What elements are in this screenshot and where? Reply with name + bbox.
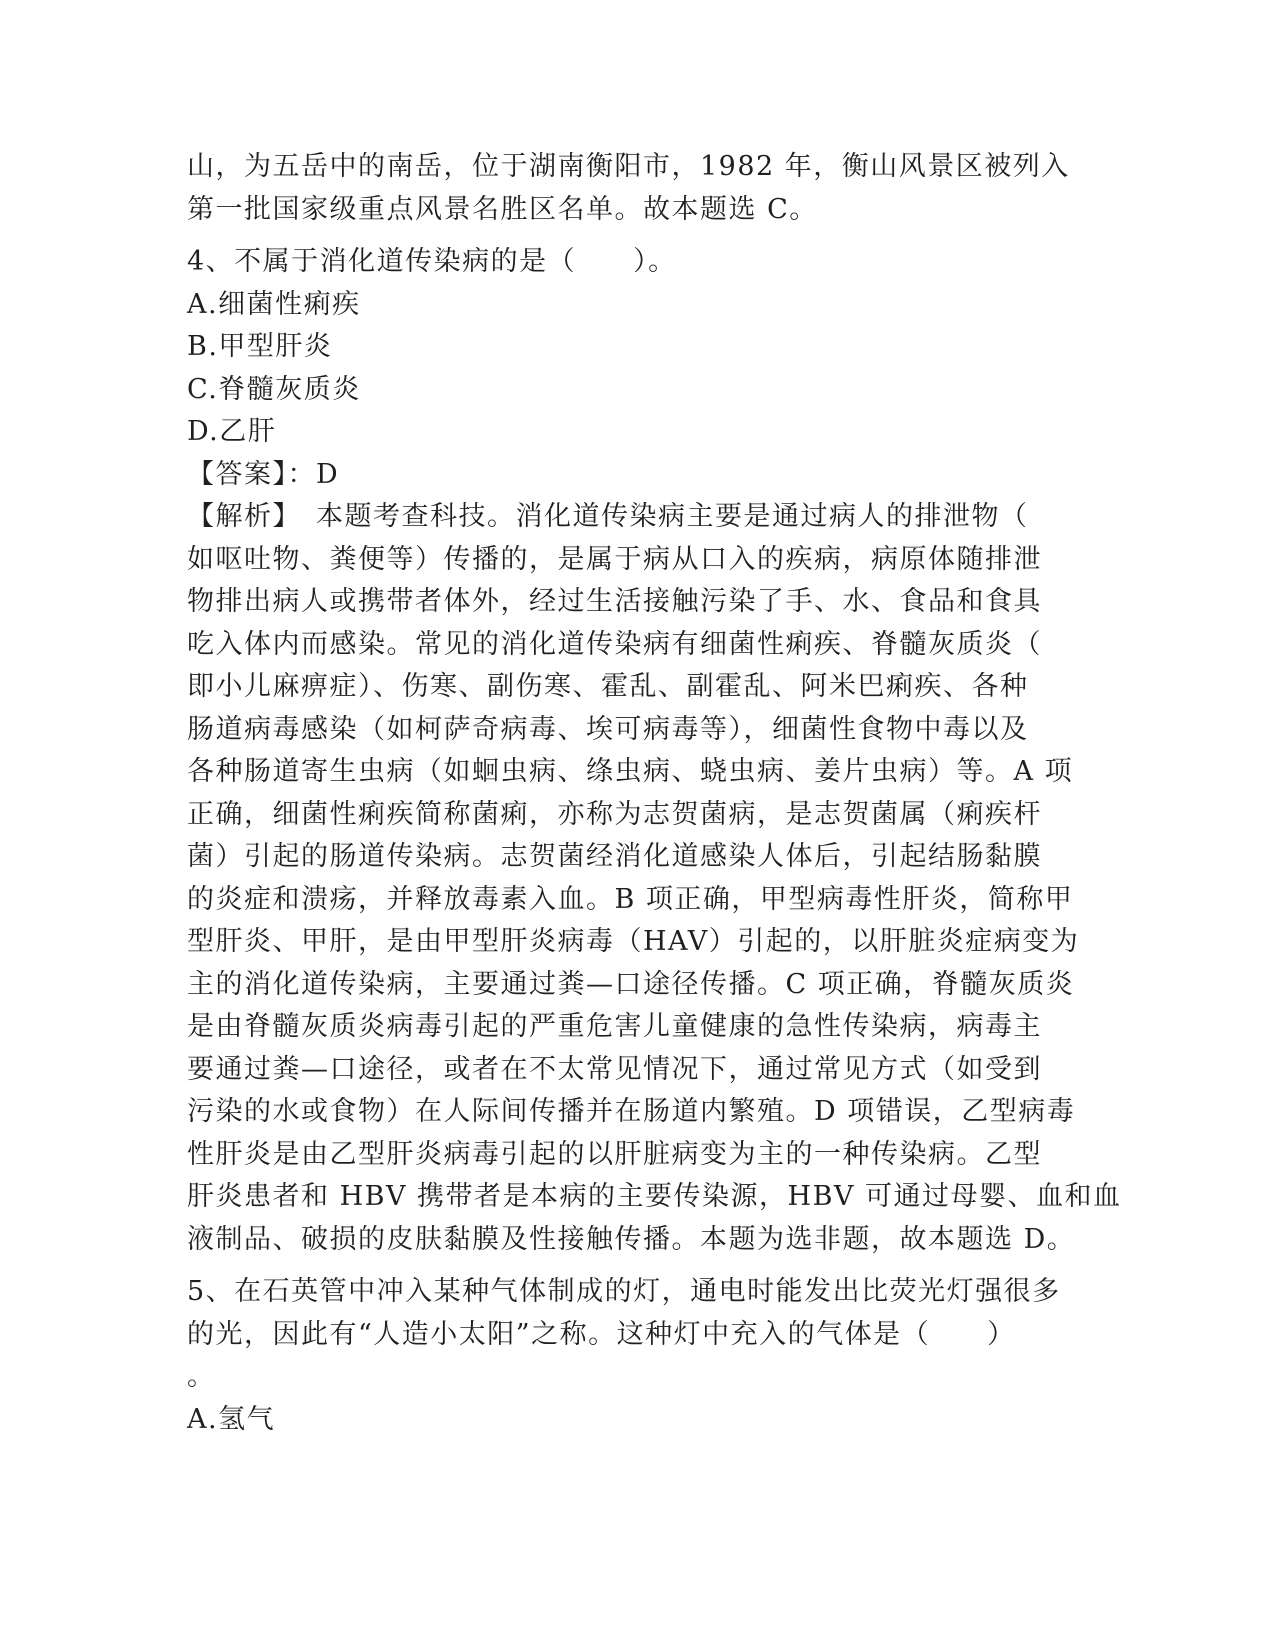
- document-content: [187, 146, 1122, 1441]
- question-title: 5、在石英管中冲入某种气体制成的灯，通电时能发出比荧光灯强很多: [187, 1276, 1061, 1307]
- answer-line: 【答案】：D: [187, 458, 340, 490]
- question-title: 的光，因此有“人造小太阳”之称。这种灯中充入的气体是（ ）: [187, 1318, 1016, 1350]
- explanation-line: 各种肠道寄生虫病（如蛔虫病、绦虫病、蛲虫病、姜片虫病）等。A 项: [187, 756, 1074, 787]
- explanation-line: 如呕吐物、粪便等）传播的，是属于病从口入的疾病，病原体随排泄: [187, 543, 1042, 575]
- question-title: 4、不属于消化道传染病的是（ ）。: [187, 246, 677, 277]
- explanation-line: 【解析】 本题考查科技。消化道传染病主要是通过病人的排泄物（: [187, 501, 1029, 532]
- explanation-line: 菌）引起的肠道传染病。志贺菌经消化道感染人体后，引起结肠黏膜: [187, 841, 1042, 872]
- explanation-line: 肝炎患者和 HBV 携带者是本病的主要传染源，HBV 可通过母婴、血和血: [187, 1181, 1122, 1212]
- explanation-line: 是由脊髓灰质炎病毒引起的严重危害儿童健康的急性传染病，病毒主: [187, 1011, 1042, 1042]
- paragraph-gap: [187, 1261, 1077, 1271]
- option-a: A.细菌性痢疾: [187, 288, 361, 320]
- explanation-line: 污染的水或食物）在人际间传播并在肠道内繁殖。D 项错误，乙型病毒: [187, 1096, 1076, 1127]
- option-c: C.脊髓灰质炎: [187, 373, 361, 405]
- explanation-line: 物排出病人或携带者体外，经过生活接触污染了手、水、食品和食具: [187, 586, 1042, 617]
- text-line: 山，为五岳中的南岳，位于湖南衡阳市，1982 年，衡山风景区被列入: [187, 151, 1070, 182]
- explanation-line: 型肝炎、甲肝，是由甲型肝炎病毒（HAV）引起的，以肝脏炎症病变为: [187, 926, 1080, 957]
- explanation: [187, 496, 1122, 1261]
- explanation-line: 性肝炎是由乙型肝炎病毒引起的以肝脏病变为主的一种传染病。乙型: [187, 1138, 1042, 1170]
- text-line: 第一批国家级重点风景名胜区名单。故本题选 C。: [187, 193, 818, 225]
- question-5: [187, 1271, 1077, 1441]
- explanation-line: 主的消化道传染病，主要通过粪—口途径传播。C 项正确，脊髓灰质炎: [187, 968, 1075, 1000]
- explanation-line: 即小儿麻痹症）、伤寒、副伤寒、霍乱、副霍乱、阿米巴痢疾、各种: [187, 671, 1029, 702]
- question-title: 。: [187, 1361, 216, 1392]
- explanation-line: 的炎症和溃疡，并释放毒素入血。B 项正确，甲型病毒性肝炎，简称甲: [187, 883, 1074, 915]
- previous-explanation: [187, 146, 1077, 231]
- explanation-line: 液制品、破损的皮肤黏膜及性接触传播。本题为选非题，故本题选 D。: [187, 1223, 1076, 1255]
- option-a: A.氢气: [187, 1403, 276, 1435]
- explanation-line: 肠道病毒感染（如柯萨奇病毒、埃可病毒等），细菌性食物中毒以及: [187, 713, 1029, 745]
- option-b: B.甲型肝炎: [187, 331, 333, 362]
- explanation-line: 吃入体内而感染。常见的消化道传染病有细菌性痢疾、脊髓灰质炎（: [187, 628, 1042, 660]
- option-d: D.乙肝: [187, 416, 277, 447]
- explanation-line: 正确，细菌性痢疾简称菌痢，亦称为志贺菌病，是志贺菌属（痢疾杆: [187, 798, 1042, 830]
- question-4: [187, 241, 1122, 1261]
- paragraph-gap: [187, 231, 1077, 241]
- explanation-line: 要通过粪—口途径，或者在不太常见情况下，通过常见方式（如受到: [187, 1053, 1042, 1085]
